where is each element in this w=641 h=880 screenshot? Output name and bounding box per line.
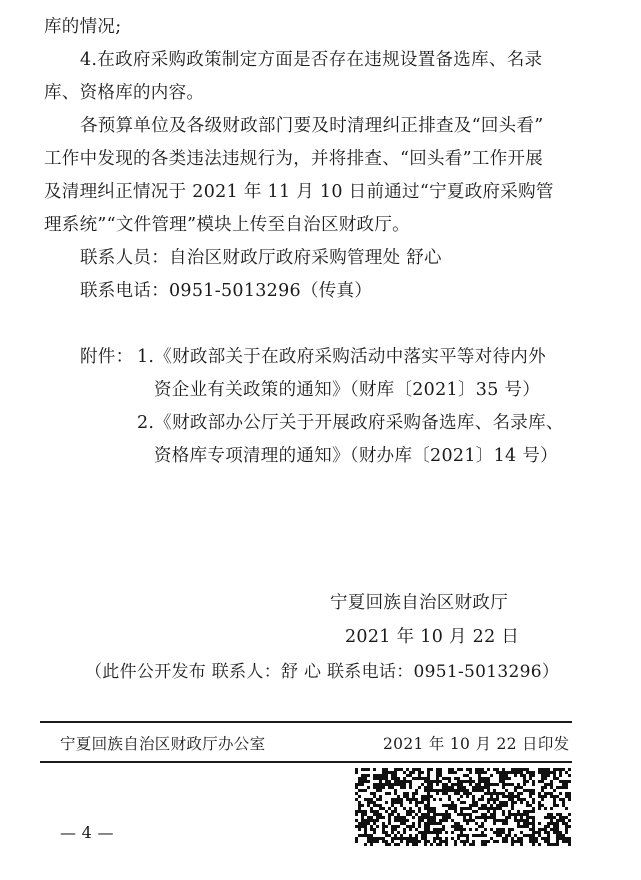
- signature-date: 2021 年 10 月 22 日: [345, 627, 520, 647]
- public-release-note: （此件公开发布 联系人：舒 心 联系电话：0951-5013296）: [85, 662, 560, 682]
- contact-person: 联系人员：自治区财政厅政府采购管理处 舒心: [80, 248, 442, 268]
- signature-org: 宁夏回族自治区财政厅: [330, 593, 508, 613]
- page-number: — 4 —: [60, 823, 114, 842]
- attachment-2-line-2: 资格库专项清理的通知》（财办库〔2021〕14 号）: [154, 446, 558, 466]
- contact-phone: 联系电话：0951-5013296（传真）: [80, 281, 373, 301]
- body-line-2: 4.在政府采购政策制定方面是否存在违规设置备选库、名录: [80, 50, 543, 70]
- footer-office: 宁夏回族自治区财政厅办公室: [60, 735, 266, 753]
- body-line-5: 工作中发现的各类违法违规行为，并将排查、“回头看”工作开展: [44, 149, 544, 169]
- barcode-image: [355, 768, 571, 848]
- footer-print-date: 2021 年 10 月 22 日印发: [383, 735, 570, 753]
- body-line-3: 库、资格库的内容。: [44, 83, 205, 103]
- body-line-4: 各预算单位及各级财政部门要及时清理纠正排查及“回头看”: [80, 116, 544, 136]
- footer-rule-bottom: [40, 761, 572, 763]
- attachment-1-line-1: 1.《财政部关于在政府采购活动中落实平等对待内外: [137, 347, 546, 367]
- attachment-label: 附件：: [80, 347, 134, 367]
- body-line-1: 库的情况;: [44, 17, 122, 37]
- footer-rule-top: [40, 721, 572, 723]
- attachment-2-line-1: 2.《财政部办公厅关于开展政府采购备选库、名录库、: [137, 413, 564, 433]
- body-line-7: 理系统”“文件管理”模块上传至自治区财政厅。: [44, 215, 410, 235]
- attachment-1-line-2: 资企业有关政策的通知》（财库〔2021〕35 号）: [154, 380, 541, 400]
- body-line-6: 及清理纠正情况于 2021 年 11 月 10 日前通过“宁夏政府采购管: [44, 182, 554, 202]
